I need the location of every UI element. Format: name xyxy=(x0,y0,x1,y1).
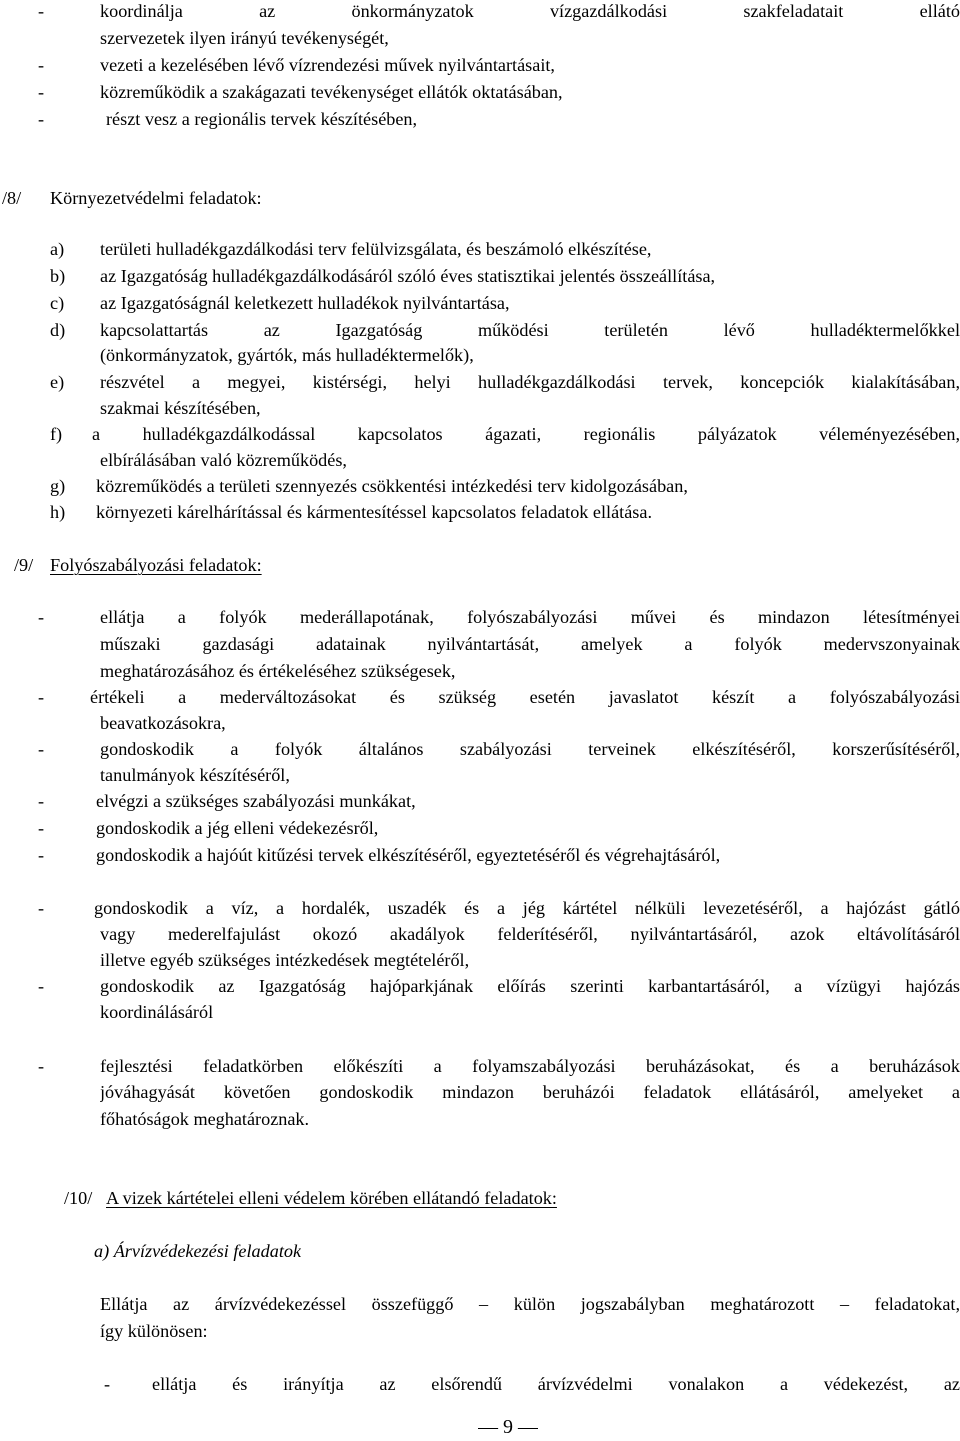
list-item-continuation xyxy=(0,1079,960,1106)
list-item xyxy=(0,317,960,344)
section-number: /10/ xyxy=(64,1188,93,1208)
list-item xyxy=(0,1053,960,1080)
subsection-heading xyxy=(0,1238,960,1265)
list-item-text: elvégzi a szükséges szabályozási munkákat, xyxy=(96,791,416,811)
list-item xyxy=(0,52,960,79)
list-item xyxy=(0,973,960,1000)
bullet-marker: - xyxy=(38,791,45,811)
paragraph-line xyxy=(0,1291,960,1318)
bullet-marker: - xyxy=(104,1374,111,1394)
list-item-text: elbírálásában való közreműködés, xyxy=(100,450,347,470)
list-marker: b) xyxy=(50,266,66,286)
section-number: /8/ xyxy=(2,188,22,208)
list-item-text: jóváhagyását követően gondoskodik mindazon beruházói feladatok ellátásáról, amelyeket a xyxy=(100,1082,960,1102)
bullet-marker: - xyxy=(38,976,45,996)
list-item-text: közreműködés a területi szennyezés csökkentési intézkedési terv kidolgozásában, xyxy=(96,476,688,496)
list-item-text: beavatkozásokra, xyxy=(100,713,226,733)
bullet-marker: - xyxy=(38,109,45,129)
list-item-text: illetve egyéb szükséges intézkedések megtételéről, xyxy=(100,950,470,970)
bullet-marker: - xyxy=(38,607,45,627)
list-item-text: részvétel a megyei, kistérségi, helyi hulladékgazdálkodási tervek, koncepciók kialakításában, xyxy=(100,372,960,392)
list-item xyxy=(0,473,960,500)
list-item-text: területi hulladékgazdálkodási terv felülvizsgálata, és beszámoló elkészítése, xyxy=(100,239,652,259)
list-item xyxy=(0,684,960,711)
list-item xyxy=(0,788,960,815)
section-heading xyxy=(0,552,960,579)
bullet-marker: - xyxy=(38,55,45,75)
bullet-marker: - xyxy=(38,818,45,838)
list-item xyxy=(0,290,960,317)
list-item-text: közreműködik a szakágazati tevékenységet ellátók oktatásában, xyxy=(100,82,563,102)
list-marker: d) xyxy=(50,320,66,340)
list-item-text: az Igazgatóság hulladékgazdálkodásáról szóló éves statisztikai jelentés összeállítása, xyxy=(100,266,716,286)
section-heading xyxy=(0,1185,960,1212)
list-item xyxy=(0,263,960,290)
list-item-text: ellátja és irányítja az elsőrendű árvízvédelmi vonalakon a védekezést, az xyxy=(152,1374,960,1394)
list-item-text: szervezetek ilyen irányú tevékenységét, xyxy=(100,28,389,48)
bullet-marker: - xyxy=(38,1056,45,1076)
list-item-text: a hulladékgazdálkodással kapcsolatos ágazati, regionális pályázatok véleményezésében, xyxy=(92,424,960,444)
section-title: Környezetvédelmi feladatok: xyxy=(50,188,262,208)
list-item-text: műszaki gazdasági adatainak nyilvántartását, amelyek a folyók medervszonyainak xyxy=(100,634,960,654)
list-item-text: gondoskodik a folyók általános szabályozási terveinek elkészítéséről, korszerűsítéséről, xyxy=(100,739,960,759)
list-marker: a) xyxy=(50,239,65,259)
list-item xyxy=(0,604,960,631)
list-item-continuation xyxy=(0,710,960,737)
list-item-text: gondoskodik a hajóút kitűzési tervek elkészítéséről, egyeztetéséről és végrehajtásáról, xyxy=(96,845,721,865)
paragraph-text: így különösen: xyxy=(100,1321,208,1341)
bullet-marker: - xyxy=(38,687,45,707)
list-item-continuation xyxy=(0,658,960,685)
list-item-text: részt vesz a regionális tervek készítésében, xyxy=(106,109,418,129)
list-item-continuation xyxy=(0,447,960,474)
list-item-text: főhatóságok meghatároznak. xyxy=(100,1109,310,1129)
list-marker: c) xyxy=(50,293,65,313)
bullet-marker: - xyxy=(38,845,45,865)
list-item-continuation xyxy=(0,1106,960,1133)
list-item-text: tanulmányok készítéséről, xyxy=(100,765,290,785)
list-item-text: környezeti kárelhárítással és kármentesítéssel kapcsolatos feladatok ellátása. xyxy=(96,502,653,522)
list-item-text: vezeti a kezelésében lévő vízrendezési művek nyilvántartásait, xyxy=(100,55,555,75)
list-item-continuation xyxy=(0,762,960,789)
page-number-text: — 9 — xyxy=(478,1416,538,1438)
list-item-continuation xyxy=(0,947,960,974)
list-item-continuation xyxy=(0,999,960,1026)
bullet-marker: - xyxy=(38,898,45,918)
list-item-continuation xyxy=(0,395,960,422)
section-title: A vizek kártételei elleni védelem körében ellátandó feladatok: xyxy=(106,1188,557,1208)
bullet-marker: - xyxy=(38,1,45,21)
list-item xyxy=(0,421,960,448)
list-item-text: gondoskodik az Igazgatóság hajóparkjának előírás szerinti karbantartásáról, a vízügyi hajózás xyxy=(100,976,960,996)
list-item-text: szakmai készítésében, xyxy=(100,398,261,418)
bullet-marker: - xyxy=(38,82,45,102)
list-item xyxy=(0,236,960,263)
list-item xyxy=(0,0,960,25)
subsection-title: a) Árvízvédekezési feladatok xyxy=(94,1241,302,1261)
list-item-text: koordinálásáról xyxy=(100,1002,214,1022)
list-item-continuation xyxy=(0,342,960,369)
list-item-continuation xyxy=(0,921,960,948)
list-item-text: koordinálja az önkormányzatok vízgazdálkodási szakfeladatait ellátó xyxy=(100,1,960,21)
list-item-text: értékeli a mederváltozásokat és szükség esetén javaslatot készít a folyószabályozási xyxy=(90,687,960,707)
bullet-marker: - xyxy=(38,739,45,759)
list-item xyxy=(0,1371,960,1398)
list-item-text: meghatározásához és értékeléséhez szükségesek, xyxy=(100,661,456,681)
page-number xyxy=(0,1414,960,1441)
paragraph-line xyxy=(0,1318,960,1345)
list-item-text: (önkormányzatok, gyártók, más hulladéktermelők), xyxy=(100,345,474,365)
list-item-text: vagy mederelfajulást okozó akadályok felderítéséről, nyilvántartásáról, azok eltávolításáról xyxy=(100,924,960,944)
list-marker: g) xyxy=(50,476,66,496)
list-item xyxy=(0,369,960,396)
list-item xyxy=(0,79,960,106)
section-heading xyxy=(0,185,960,212)
list-item xyxy=(0,815,960,842)
list-item-continuation xyxy=(0,25,960,52)
list-item xyxy=(0,736,960,763)
section-number: /9/ xyxy=(14,555,34,575)
list-item xyxy=(0,499,960,526)
section-title: Folyószabályozási feladatok: xyxy=(50,555,262,575)
list-marker: f) xyxy=(50,424,63,444)
list-item xyxy=(0,842,960,869)
list-marker: e) xyxy=(50,372,65,392)
list-item-text: gondoskodik a víz, a hordalék, uszadék és a jég kártétel nélküli levezetéséről, a hajózást gátló xyxy=(94,898,960,918)
list-marker: h) xyxy=(50,502,66,522)
list-item-continuation xyxy=(0,631,960,658)
list-item xyxy=(0,106,960,133)
paragraph-text: Ellátja az árvízvédekezéssel összefüggő – külön jogszabályban meghatározott – feladatokat, xyxy=(100,1294,960,1314)
list-item-text: gondoskodik a jég elleni védekezésről, xyxy=(96,818,379,838)
list-item xyxy=(0,895,960,922)
list-item-text: kapcsolattartás az Igazgatóság működési területén lévő hulladéktermelőkkel xyxy=(100,320,960,340)
list-item-text: fejlesztési feladatkörben előkészíti a folyamszabályozási beruházásokat, és a beruházások xyxy=(100,1056,960,1076)
list-item-text: ellátja a folyók mederállapotának, folyószabályozási művei és mindazon létesítményei xyxy=(100,607,960,627)
list-item-text: az Igazgatóságnál keletkezett hulladékok nyilvántartása, xyxy=(100,293,510,313)
